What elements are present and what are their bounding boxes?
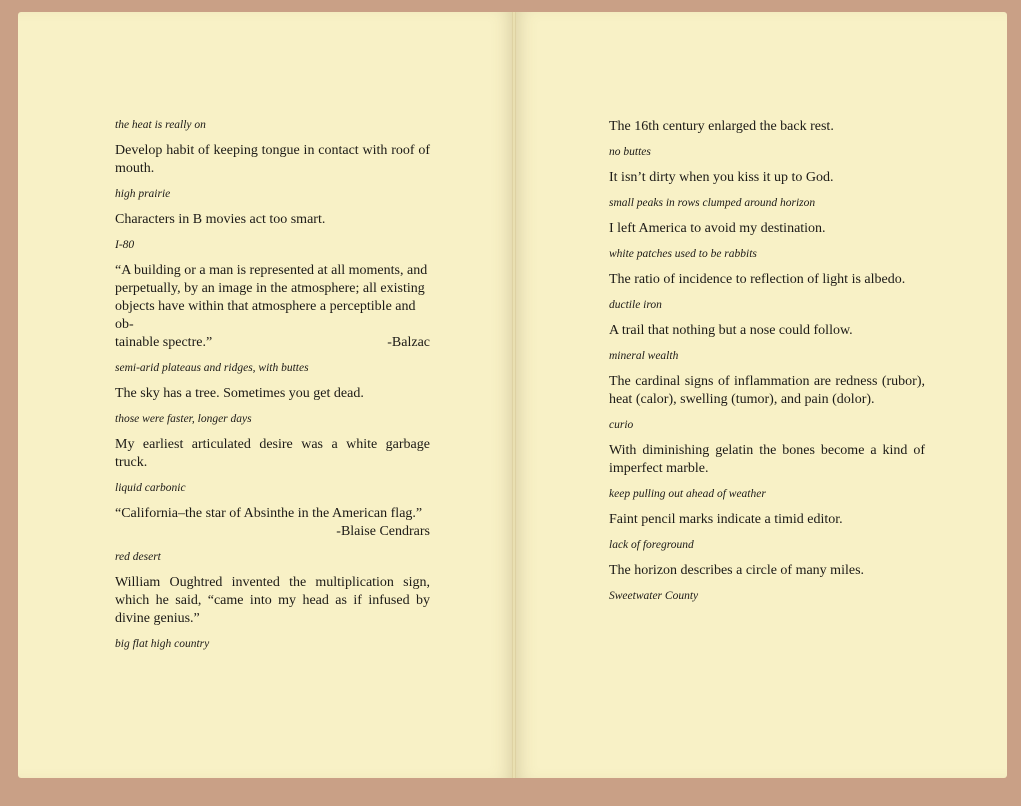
quote-line: perpetually, by an image in the atmosphere; all existing [115,281,425,296]
entry-label: lack of foreground [609,539,694,551]
quote-line: tainable spectre.” [115,335,213,350]
entry-label: I-80 [115,239,135,251]
entry-text: The sky has a tree. Sometimes you get dead. [115,386,364,401]
quote-attribution-row [115,334,430,352]
balzac-quote [115,262,430,352]
entry-label: Sweetwater County [609,590,699,602]
quote-line: objects have within that atmosphere a perceptible and ob- [115,299,416,332]
entry-text: William Oughtred invented the multiplication sign, which he said, “came into my head as if infused by divine genius.” [115,575,430,626]
entry-label: keep pulling out ahead of weather [609,488,766,500]
right-page-text [609,118,925,613]
entry-label: those were faster, longer days [115,413,252,425]
entry-text: My earliest articulated desire was a white garbage truck. [115,437,430,470]
entry-text: Faint pencil marks indicate a timid editor. [609,512,843,527]
entry-label: high prairie [115,188,171,200]
entry-label: big flat high country [115,638,210,650]
quote-line: “California–the star of Absinthe in the American flag.” [115,506,423,521]
entry-label: white patches used to be rabbits [609,248,757,260]
entry-label: small peaks in rows clumped around horizon [609,197,816,209]
entry-text: It isn’t dirty when you kiss it up to God. [609,170,834,185]
entry-text: The 16th century enlarged the back rest. [609,119,834,134]
entry-label: the heat is really on [115,119,206,131]
entry-text: Develop habit of keeping tongue in contact with roof of mouth. [115,143,430,176]
quote-line: “A building or a man is represented at all moments, and [115,263,428,278]
entry-text: The ratio of incidence to reflection of light is albedo. [609,272,906,287]
quote-attribution: -Blaise Cendrars [336,524,430,539]
entry-label: semi-arid plateaus and ridges, with buttes [115,362,309,374]
entry-label: mineral wealth [609,350,679,362]
entry-text: The cardinal signs of inflammation are redness (rubor), heat (calor), swelling (tumor), and pain (dolor). [609,374,925,407]
entry-label: no buttes [609,146,651,158]
entry-text: I left America to avoid my destination. [609,221,826,236]
entry-label: ductile iron [609,299,662,311]
entry-label: liquid carbonic [115,482,186,494]
cendrars-quote [115,505,430,541]
entry-label: curio [609,419,634,431]
entry-text: Characters in B movies act too smart. [115,212,326,227]
book-gutter [512,12,516,778]
left-page-text [115,118,430,661]
entry-label: red desert [115,551,161,563]
entry-text: A trail that nothing but a nose could follow. [609,323,853,338]
entry-text: With diminishing gelatin the bones become a kind of imperfect marble. [609,443,925,476]
quote-attribution: -Balzac [387,335,430,350]
entry-text: The horizon describes a circle of many miles. [609,563,865,578]
